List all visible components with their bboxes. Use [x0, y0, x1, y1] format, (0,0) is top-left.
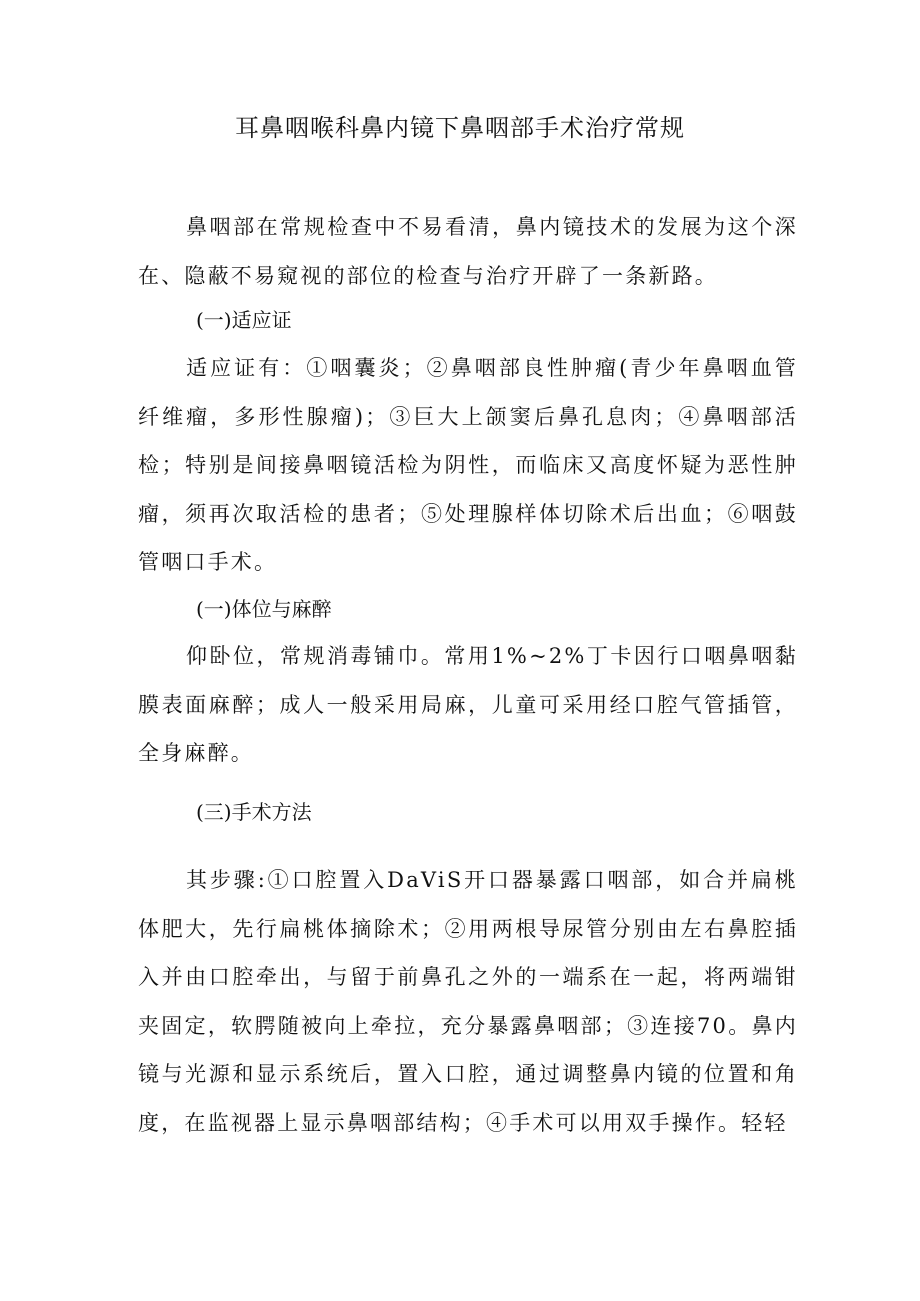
document-title: 耳鼻咽喉科鼻内镜下鼻咽部手术治疗常规	[235, 114, 685, 142]
section-body-indications: 适应证有：①咽囊炎；②鼻咽部良性肿瘤(青少年鼻咽血管纤维瘤，多形性腺瘤)；③巨大上颌窦后鼻孔息肉；④鼻咽部活检；特别是间接鼻咽镜活检为阴性，而临床又高度怀疑为恶性肿瘤，须再次取活检的患者；⑤处理腺样体切除术后出血；⑥咽鼓管咽口手术。	[138, 356, 798, 575]
section-body-position-anesthesia: 仰卧位，常规消毒铺巾。常用1%~2%丁卡因行口咽鼻咽黏膜表面麻醉；成人一般采用局麻，儿童可采用经口腔气管插管，全身麻醉。	[138, 644, 798, 766]
section-heading-position-anesthesia: (一)体位与麻醉	[196, 597, 332, 621]
section-heading-surgical-method: (三)手术方法	[196, 800, 312, 824]
intro-paragraph: 鼻咽部在常规检查中不易看清，鼻内镜技术的发展为这个深在、隐蔽不易窥视的部位的检查与治疗开辟了一条新路。	[138, 215, 798, 288]
section-heading-indications: (一)适应证	[196, 308, 292, 332]
section-body-surgical-method: 其步骤:①口腔置入DaViS开口器暴露口咽部，如合并扁桃体肥大，先行扁桃体摘除术；②用两根导尿管分别由左右鼻腔插入并由口腔牵出，与留于前鼻孔之外的一端系在一起，将两端钳夹固定，软腭随被向上牵拉，充分暴露鼻咽部；③连接70。鼻内镜与光源和显示系统后，置入口腔，通过调整鼻内镜的位置和角度，在监视器上显示鼻咽部结构；④手术可以用双手操作。轻轻	[138, 868, 798, 1135]
